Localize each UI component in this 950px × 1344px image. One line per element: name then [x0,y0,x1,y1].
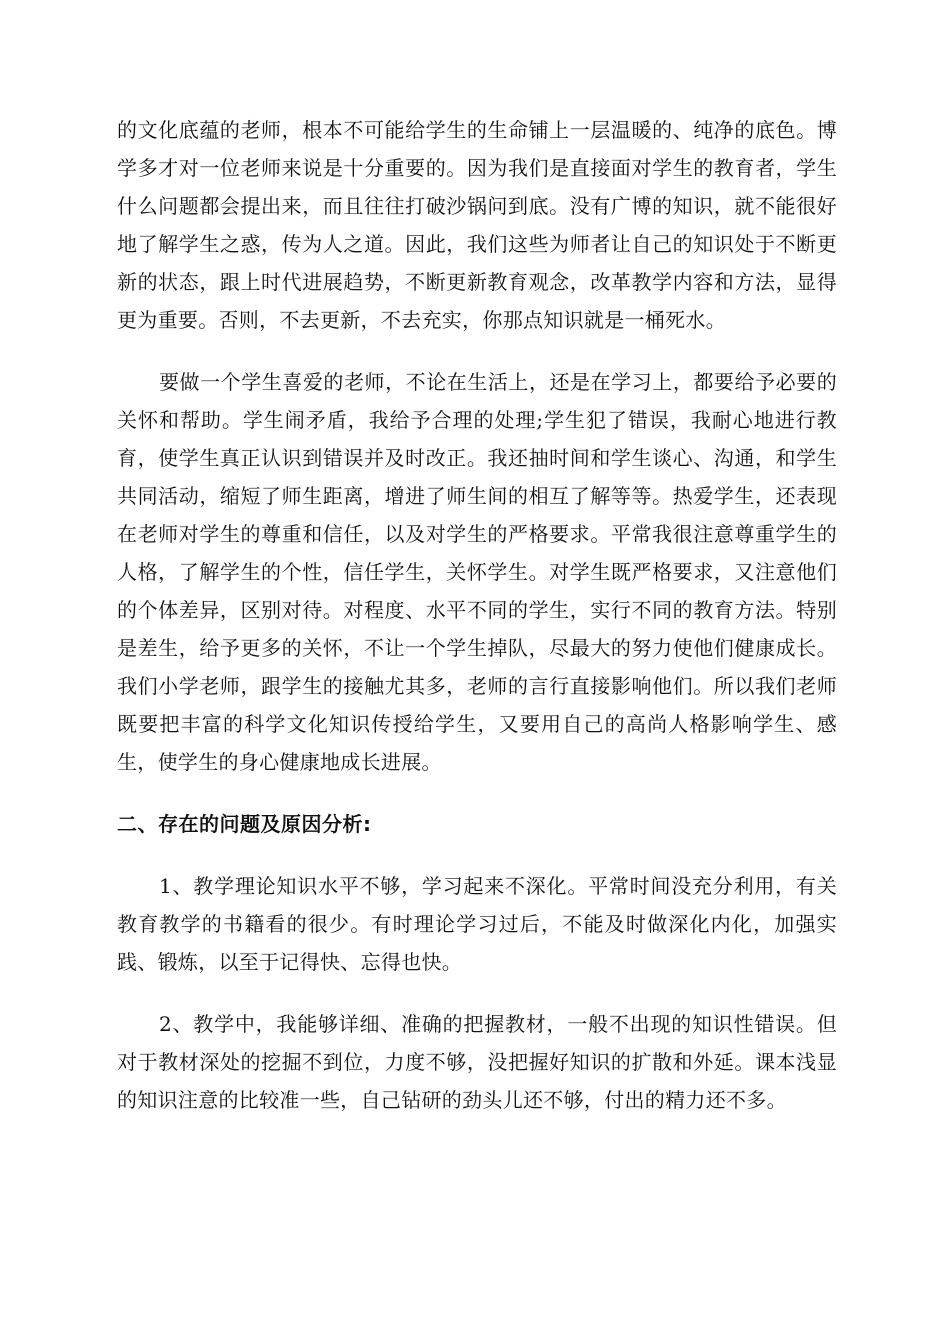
paragraph-spacer [117,781,837,805]
paragraph-spacer [117,843,837,867]
problem-paragraph-2: 2、教学中，我能够详细、准确的把握教材，一般不出现的知识性错误。但对于教材深处的挖掘不到位，力度不够，没把握好知识的扩散和外延。课本浅显的知识注意的比较准一些，自己钻研的劲头儿还不够，付出的精力还不多。 [117,1012,837,1112]
section-heading: 二、存在的问题及原因分析: [117,812,372,836]
body-paragraph-1: 的文化底蕴的老师，根本不可能给学生的生命铺上一层温暖的、纯净的底色。博学多才对一位老师来说是十分重要的。因为我们是直接面对学生的教育者，学生什么问题都会提出来，而且往往打破沙锅问到底。没有广博的知识，就不能很好地了解学生之惑，传为人之道。因此，我们这些为师者让自己的知识处于不断更新的状态，跟上时代进展趋势，不断更新教育观念，改革教学内容和方法，显得更为重要。否则，不去更新，不去充实，你那点知识就是一桶死水。 [117,118,837,332]
paragraph-spacer [117,981,837,1005]
document-body [117,111,837,1119]
body-paragraph-2: 要做一个学生喜爱的老师，不论在生活上，还是在学习上，都要给予必要的关怀和帮助。学生闹矛盾，我给予合理的处理;学生犯了错误，我耐心地进行教育，使学生真正认识到错误并及时改正。我还抽时间和学生谈心、沟通，和学生共同活动，缩短了师生距离，增进了师生间的相互了解等等。热爱学生，还表现在老师对学生的尊重和信任，以及对学生的严格要求。平常我很注意尊重学生的人格，了解学生的个性，信任学生，关怀学生。对学生既严格要求，又注意他们的个体差异，区别对待。对程度、水平不同的学生，实行不同的教育方法。特别是差生，给予更多的关怀，不让一个学生掉队，尽最大的努力使他们健康成长。我们小学老师，跟学生的接触尤其多，老师的言行直接影响他们。所以我们老师既要把丰富的科学文化知识传授给学生，又要用自己的高尚人格影响学生、感生，使学生的身心健康地成长进展。 [117,370,837,774]
problem-paragraph-1: 1、教学理论知识水平不够，学习起来不深化。平常时间没充分利用，有关教育教学的书籍看的很少。有时理论学习过后，不能及时做深化内化，加强实践、锻炼，以至于记得快、忘得也快。 [117,874,837,974]
paragraph-spacer [117,339,837,363]
